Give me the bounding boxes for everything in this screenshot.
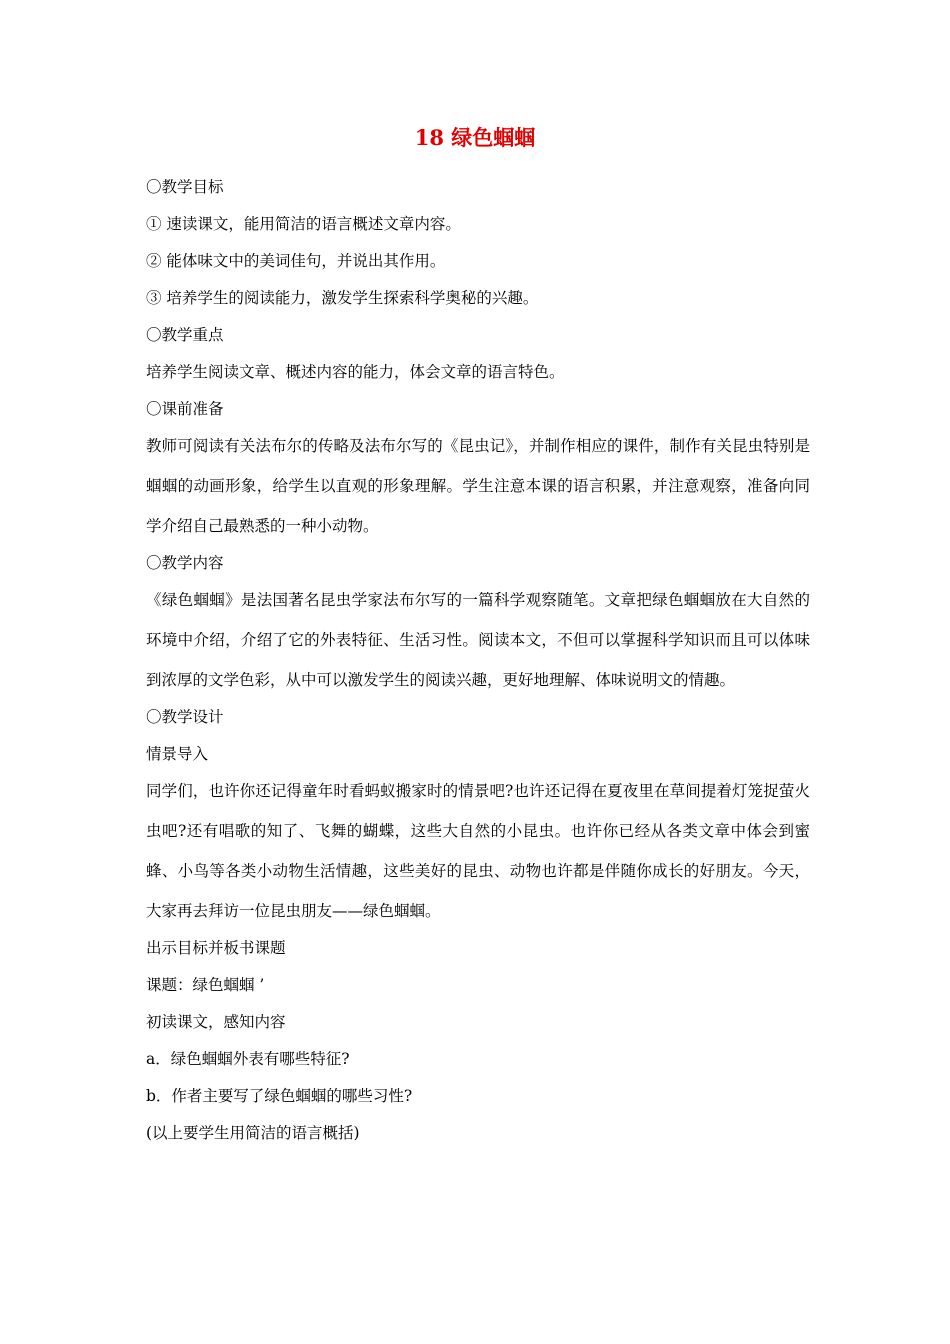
goal-item-1: ① 速读课文，能用简洁的语言概述文章内容。	[146, 215, 461, 233]
question-a: a．绿色蝈蝈外表有哪些特征?	[146, 1050, 350, 1068]
prep-paragraph: 教师可阅读有关法布尔的传略及法布尔写的《昆虫记》，并制作相应的课件，制作有关昆虫特别是蝈蝈的动画形象，给学生以直观的形象理解。学生注意本课的语言积累，并注意观察，准备向同学介绍自己最熟悉的一种小动物。	[146, 437, 810, 535]
prep-heading: 〇课前准备	[146, 400, 224, 418]
content-paragraph: 《绿色蝈蝈》是法国著名昆虫学家法布尔写的一篇科学观察随笔。文章把绿色蝈蝈放在大自然的环境中介绍，介绍了它的外表特征、生活习性。阅读本文，不但可以掌握科学知识而且可以体味到浓厚的文学色彩，从中可以激发学生的阅读兴趣，更好地理解、体味说明文的情趣。	[146, 591, 810, 689]
focus-text: 培养学生阅读文章、概述内容的能力，体会文章的语言特色。	[146, 363, 565, 381]
topic-line: 课题：绿色蝈蝈 ’	[146, 976, 265, 994]
intro-heading: 情景导入	[146, 745, 209, 763]
first-read-line: 初读课文，感知内容	[146, 1013, 286, 1031]
goal-item-2: ② 能体味文中的美词佳句，并说出其作用。	[146, 252, 446, 270]
summary-note: (以上要学生用简洁的语言概括)	[146, 1124, 360, 1142]
show-goals-line: 出示目标并板书课题	[146, 939, 286, 957]
goal-item-3: ③ 培养学生的阅读能力，激发学生探索科学奥秘的兴趣。	[146, 289, 539, 307]
focus-heading: 〇教学重点	[146, 326, 224, 344]
intro-paragraph: 同学们，也许你还记得童年时看蚂蚁搬家时的情景吧?也许还记得在夏夜里在草间提着灯笼捉萤火虫吧?还有唱歌的知了、飞舞的蝴蝶，这些大自然的小昆虫。也许你已经从各类文章中体会到蜜蜂、小鸟等各类小动物生活情趣，这些美好的昆虫、动物也许都是伴随你成长的好朋友。今天，大家再去拜访一位昆虫朋友——绿色蝈蝈。	[146, 782, 810, 920]
document-body	[146, 175, 810, 1158]
goals-heading: 〇教学目标	[146, 178, 224, 196]
design-heading: 〇教学设计	[146, 708, 224, 726]
page-title: 18 绿色蝈蝈	[414, 125, 536, 150]
question-b: b．作者主要写了绿色蝈蝈的哪些习性?	[146, 1087, 413, 1105]
content-heading: 〇教学内容	[146, 554, 224, 572]
